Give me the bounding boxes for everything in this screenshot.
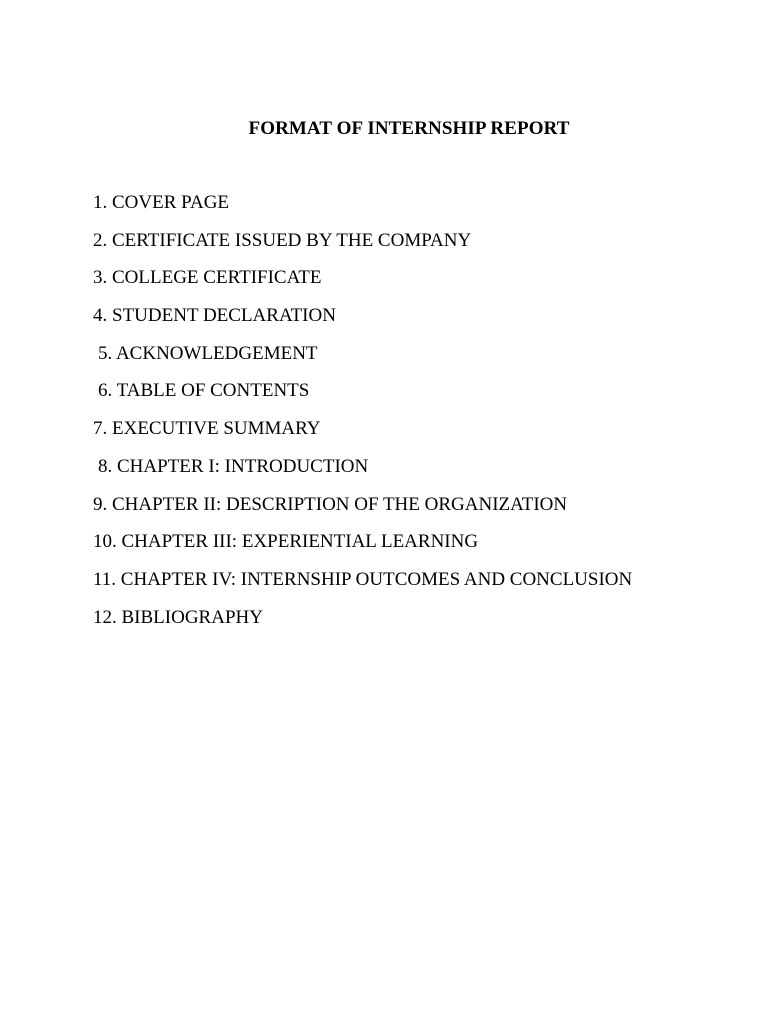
list-item-chapter-3: 10. CHAPTER III: EXPERIENTIAL LEARNING xyxy=(93,531,479,553)
list-item-chapter-1: 8. CHAPTER I: INTRODUCTION xyxy=(98,455,369,477)
list-item-student-declaration: 4. STUDENT DECLARATION xyxy=(93,305,336,327)
list-item-chapter-4: 11. CHAPTER IV: INTERNSHIP OUTCOMES AND CONCLUSION xyxy=(93,568,633,590)
list-item-chapter-2: 9. CHAPTER II: DESCRIPTION OF THE ORGANIZATION xyxy=(93,493,568,515)
list-item-acknowledgement: 5. ACKNOWLEDGEMENT xyxy=(98,342,318,364)
list-item-bibliography: 12. BIBLIOGRAPHY xyxy=(93,606,263,628)
list-item-cover-page: 1. COVER PAGE xyxy=(93,192,230,213)
list-item-company-certificate: 2. CERTIFICATE ISSUED BY THE COMPANY xyxy=(93,229,472,251)
list-item-college-certificate: 3. COLLEGE CERTIFICATE xyxy=(93,267,322,289)
list-item-executive-summary: 7. EXECUTIVE SUMMARY xyxy=(93,418,321,440)
page-title: FORMAT OF INTERNSHIP REPORT xyxy=(248,118,570,139)
report-format-list xyxy=(93,193,632,645)
list-item-table-of-contents: 6. TABLE OF CONTENTS xyxy=(98,380,310,402)
